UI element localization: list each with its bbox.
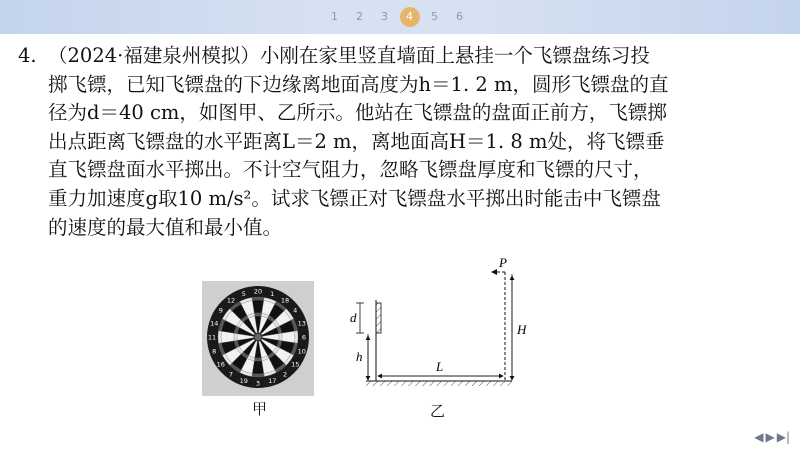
problem-line-7: 的速度的最大值和最小值。 [48,215,283,239]
problem-line-5: 直飞镖盘面水平掷出。不计空气阻力，忽略飞镖盘厚度和飞镖的尺寸， [48,158,653,182]
dartboard-number: 13 [297,319,306,328]
label-P: P [499,255,507,270]
page-5[interactable]: 5 [431,10,438,23]
top-bar [0,0,800,34]
ground [366,381,512,386]
problem-line-6: 重力加速度g取10 m/s²。试求飞镖正对飞镖盘水平掷出时能击中飞镖盘 [48,186,661,210]
dartboard-bullseye [254,333,262,341]
side-view-svg [346,250,532,400]
dartboard-number: 6 [301,333,307,342]
dartboard-number: 15 [291,360,300,369]
problem-line-3: 径为d＝40 cm，如图甲、乙所示。他站在飞镖盘的盘面正前方，飞镖掷 [48,101,667,125]
problem-line-4: 出点距离飞镖盘的水平距离L＝2 m，离地面高H＝1. 8 m处，将飞镖垂 [48,129,665,153]
dartboard-number: 16 [216,360,225,369]
problem-text [18,42,788,242]
label-d: d [350,310,357,325]
dartboard-number: 19 [239,377,248,386]
dartboard-number: 9 [218,306,223,315]
dartboard-number: 14 [210,319,219,328]
label-h: h [356,349,363,364]
next-slide-button[interactable]: ▶ [765,430,775,444]
page-2[interactable]: 2 [356,10,363,23]
problem-line-2: 掷飞镖，已知飞镖盘的下边缘离地面高度为h＝1. 2 m，圆形飞镖盘的直 [48,72,669,96]
page-6[interactable]: 6 [456,10,463,23]
dartboard-number: 11 [207,333,217,342]
current-page-label: 4 [400,7,420,27]
dartboard-number: 12 [226,296,236,305]
dartboard-image [202,281,314,396]
dartboard-number: 8 [212,347,217,356]
slide-nav [754,430,790,444]
side-view-diagram [346,250,532,400]
caption-yi: 乙 [430,402,446,420]
dartboard-number: 10 [297,347,306,356]
dartboard-segment [234,333,237,341]
problem-line-1-text: （2024·福建泉州模拟）小刚在家里竖直墙面上悬挂一个飞镖盘练习投 [48,44,650,67]
last-slide-button[interactable]: ▶| [776,430,790,444]
dartboard-side [376,303,381,333]
page-4-current[interactable] [397,7,422,27]
dartboard-number: 2 [282,370,288,379]
dartboard-segment [254,358,262,361]
dartboard-number: 3 [255,379,261,388]
dartboard-number: 20 [253,287,263,296]
label-H: H [517,322,527,337]
caption-jia: 甲 [252,400,268,418]
page-3[interactable]: 3 [381,10,388,23]
dartboard-number: 1 [270,289,275,298]
prev-slide-button[interactable]: ◀ [754,430,764,444]
dartboard-segment [254,313,262,316]
dartboard-number: 5 [241,289,246,298]
page-1[interactable]: 1 [331,10,338,23]
problem-line-1 [18,42,788,71]
dartboard-number: 17 [268,377,277,386]
dartboard-number: 7 [228,370,234,379]
dartboard-segment [279,333,282,341]
dartboard-number: 4 [293,306,298,315]
label-L: L [436,359,444,374]
dartboard-number: 18 [280,296,290,305]
page-navigator [322,7,472,27]
dartboard-photo [202,281,314,396]
problem-number: 4. [18,44,37,67]
